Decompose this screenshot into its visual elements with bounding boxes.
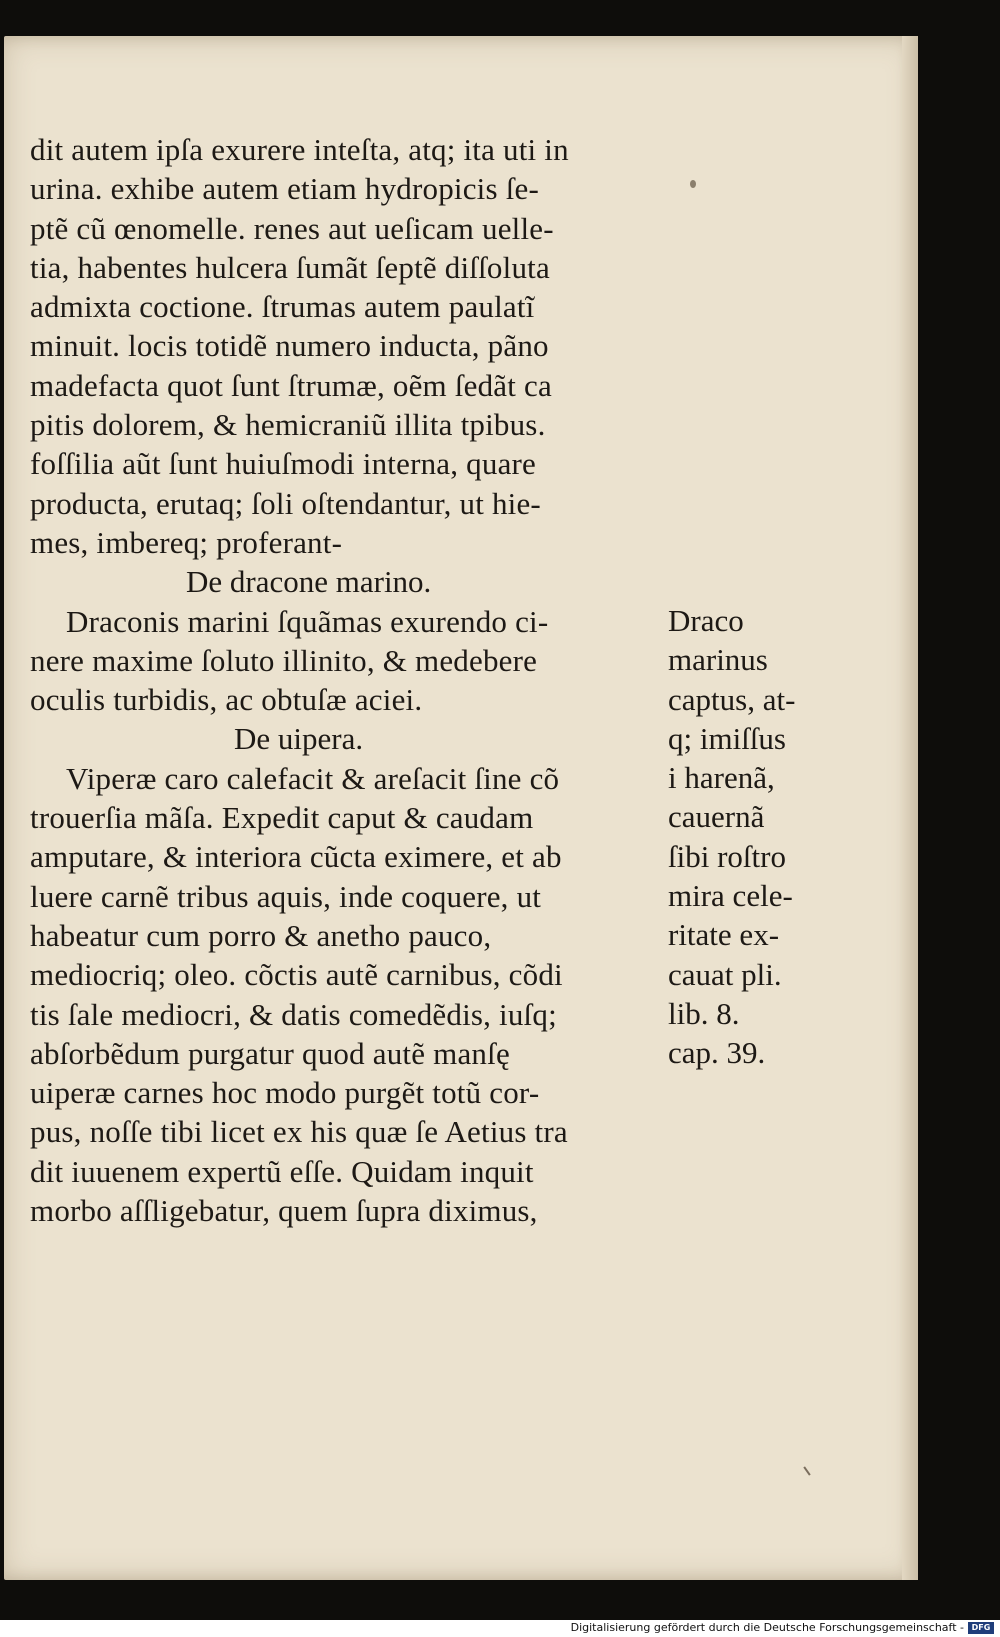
body-line: dit autem ipſa exurere inteſta, atq; ita uti in: [30, 132, 569, 167]
section2-line: dit iuuenem expertũ eſſe. Quidam inquit: [30, 1153, 534, 1189]
body-line: producta, erutaq; ſoli oſtendantur, ut hie-: [30, 485, 541, 521]
funding-credit: Digitalisierung gefördert durch die Deutsche Forschungsgemeinschaft -: [570, 1621, 964, 1634]
section2-line: morbo aſſligebatur, quem ſupra diximus,: [30, 1193, 538, 1229]
margin-note-line: cap. 39.: [668, 1035, 766, 1071]
margin-note-line: ritate ex-: [668, 917, 780, 953]
margin-note-line: cauernã: [668, 799, 765, 835]
section2-line: luere carnẽ tribus aquis, inde coquere, ut: [30, 878, 542, 914]
body-line: minuit. locis totidẽ numero inducta, pãno: [30, 328, 549, 364]
margin-note-line: mira cele-: [668, 878, 793, 914]
body-line: ptẽ cũ œnomelle. renes aut ueſicam uelle-: [30, 210, 554, 246]
margin-note-line: i harenã,: [668, 760, 775, 796]
body-line: madefacta quot ſunt ſtrumæ, oẽm ſedãt ca: [30, 367, 552, 403]
page-edge: [902, 36, 918, 1580]
body-line: tia, habentes hulcera ſumãt ſeptẽ diſſoluta: [30, 249, 550, 285]
margin-note: [668, 601, 858, 1073]
body-line: pitis dolorem, & hemicraniũ illita tpibus.: [30, 407, 546, 443]
section2-line: habeatur cum porro & anetho pauco,: [30, 917, 492, 953]
body-line: foſſilia aũt ſunt huiuſmodi interna, quare: [30, 446, 537, 482]
margin-note-line: Draco: [668, 603, 744, 638]
margin-note-line: q; imiſſus: [668, 720, 786, 756]
margin-note-line: captus, at-: [668, 681, 796, 717]
margin-note-line: marinus: [668, 642, 768, 678]
section1-line: Draconis marini ſquãmas exurendo ci-: [66, 603, 549, 639]
body-line: urina. exhibe autem etiam hydropicis ſe-: [30, 171, 539, 207]
main-text-block: [30, 130, 670, 1230]
section1-line: nere maxime ſoluto illinito, & medebere: [30, 642, 538, 678]
body-line: mes, imbereq; proferant-: [30, 524, 343, 560]
paper-speck: [690, 180, 696, 188]
section2-line: pus, noſſe tibi licet ex his quæ ſe Aetius tra: [30, 1114, 568, 1150]
margin-note-line: ſibi roſtro: [668, 838, 786, 874]
body-line: admixta coctione. ſtrumas autem paulatĩ: [30, 289, 535, 325]
section2-line: uiperæ carnes hoc modo purgẽt totũ cor-: [30, 1075, 540, 1111]
section1-line: oculis turbidis, ac obtuſæ aciei.: [30, 682, 423, 718]
section2-line: abſorbẽdum purgatur quod autẽ manſę: [30, 1035, 510, 1071]
section2-line: tis ſale mediocri, & datis comedẽdis, iuſq;: [30, 996, 557, 1032]
dfg-logo: DFG: [968, 1622, 994, 1634]
section2-line: Viperæ caro calefacit & areſacit ſine cõ: [66, 760, 560, 796]
margin-note-line: cauat pli.: [668, 956, 782, 992]
section2-line: trouerſia mãſa. Expedit caput & caudam: [30, 800, 534, 836]
section-heading-uipera: De uipera.: [234, 721, 364, 757]
section-heading-dracone: De dracone marino.: [186, 564, 432, 600]
margin-note-line: lib. 8.: [668, 995, 740, 1031]
section2-line: mediocriq; oleo. cõctis autẽ carnibus, cõdi: [30, 957, 563, 993]
section2-line: amputare, & interiora cũcta eximere, et ab: [30, 839, 562, 875]
